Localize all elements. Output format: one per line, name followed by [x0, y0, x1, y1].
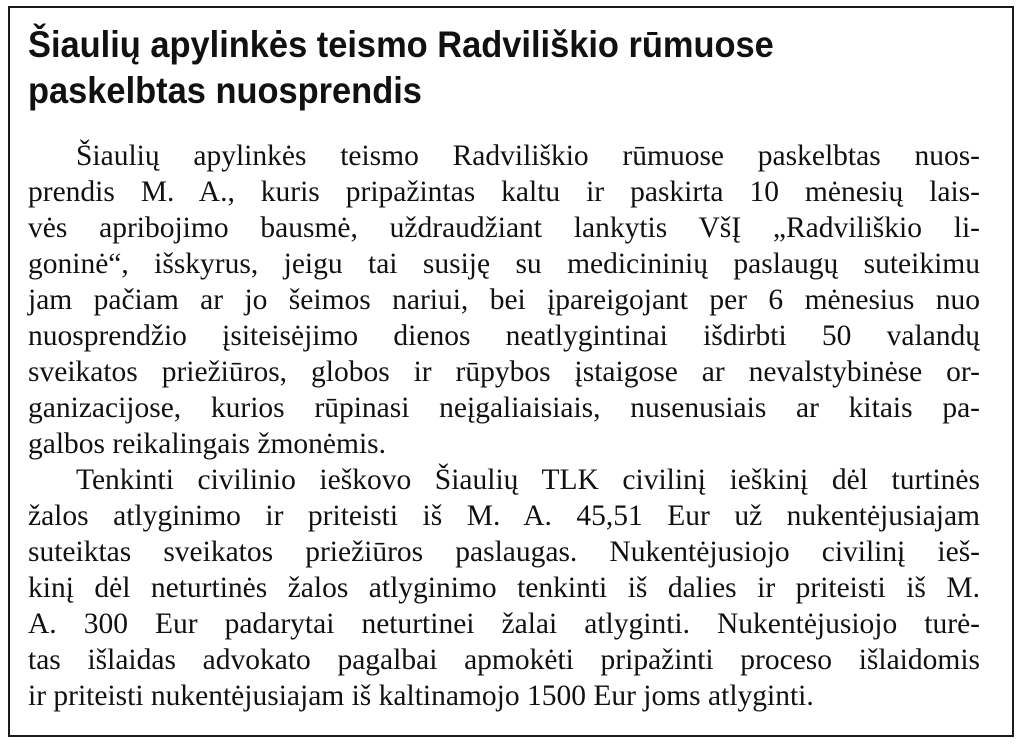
paragraph-line: galbos reikalingais žmonėmis. — [28, 428, 387, 460]
paragraph-line: kinį dėl neturtinės žalos atlyginimo tenkinti iš dalies ir priteisti iš M. — [28, 572, 980, 604]
paragraph-line: ir priteisti nukentėjusiajam iš kaltinamojo 1500 Eur joms atlyginti. — [28, 680, 814, 712]
paragraph-line: vės apribojimo bausmė, uždraudžiant lankytis VšĮ „Radviliškio li- — [28, 212, 980, 244]
paragraph-line: A. 300 Eur padarytai neturtinei žalai atlyginti. Nukentėjusiojo turė- — [28, 608, 980, 640]
article-headline — [28, 22, 921, 114]
paragraph-line: Šiaulių apylinkės teismo Radviliškio rūmuose paskelbtas nuos- — [76, 140, 980, 172]
paragraph-line: ganizacijose, kurios rūpinasi neįgaliaisiais, nusenusiais ar kitais pa- — [28, 392, 980, 424]
paragraph-line: jam pačiam ar jo šeimos nariui, bei įpareigojant per 6 mėnesius nuo — [28, 284, 980, 316]
paragraph-line: suteiktas sveikatos priežiūros paslaugas. Nukentėjusiojo civilinį ieš- — [28, 536, 980, 568]
paragraph-line: nuosprendžio įsiteisėjimo dienos neatlygintinai išdirbti 50 valandų — [28, 320, 980, 352]
paragraph-line: žalos atlyginimo ir priteisti iš M. A. 45,51 Eur už nukentėjusiajam — [28, 500, 980, 532]
headline-line-1: Šiaulių apylinkės teismo Radviliškio rūmuose — [28, 24, 774, 65]
paragraph-line: tas išlaidas advokato pagalbai apmokėti pripažinti proceso išlaidomis — [28, 644, 980, 676]
paragraph-line: prendis M. A., kuris pripažintas kaltu ir paskirta 10 mėnesių lais- — [28, 176, 980, 208]
paragraph-line: goninė“, išskyrus, jeigu tai susiję su medicininių paslaugų suteikimu — [28, 248, 980, 280]
paragraph-line: sveikatos priežiūros, globos ir rūpybos įstaigose ar nevalstybinėse or- — [28, 356, 980, 388]
paragraph-line: Tenkinti civilinio ieškovo Šiaulių TLK civilinį ieškinį dėl turtinės — [76, 464, 980, 496]
headline-line-2: paskelbtas nuosprendis — [28, 70, 422, 111]
